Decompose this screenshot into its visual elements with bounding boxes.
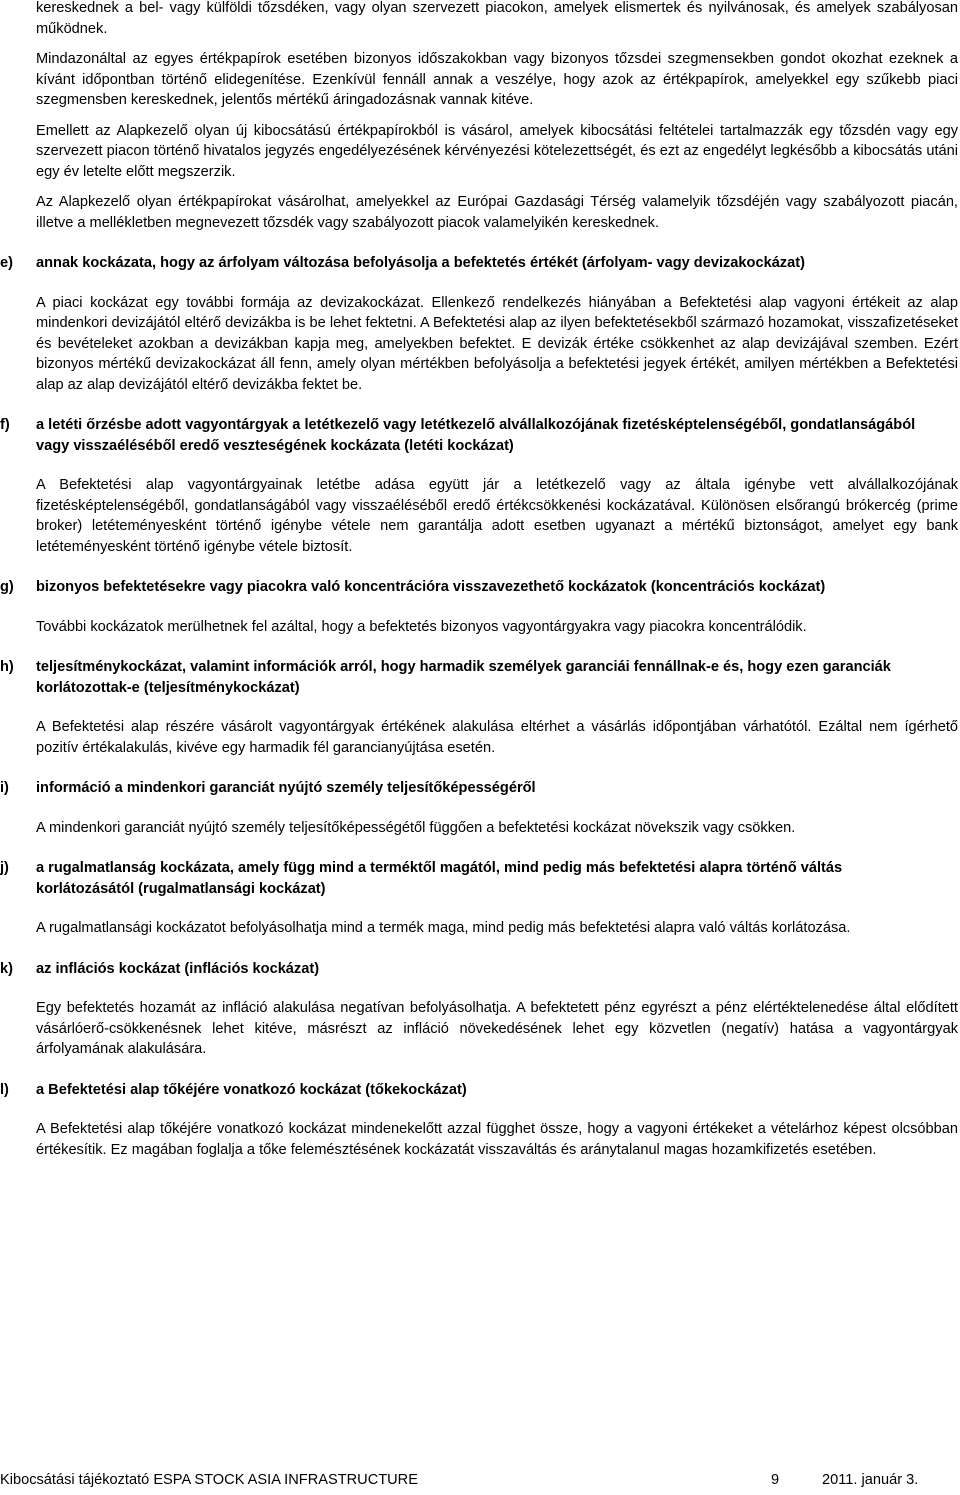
- section-e: [0, 253, 960, 395]
- section-title: a rugalmatlanság kockázata, amely függ mind a terméktől magától, mind pedig más befektetési alapra történő váltás korlátozásától (rugalmatlansági kockázat): [36, 860, 843, 897]
- section-title: annak kockázata, hogy az árfolyam változása befolyásolja a befektetés értékét (árfolyam- vagy devizakockázat): [36, 255, 805, 271]
- intro-paragraph-continued: kereskednek a bel- vagy külföldi tőzsdéken, vagy olyan szervezett piacokon, amelyek elismertek és nyilvánosak, és amelyek szabályosan működnek.: [36, 0, 958, 37]
- section-body: Egy befektetés hozamát az infláció alakulása negatívan befolyásolhatja. A befektetett pénz egyrészt a pénz elértéktelenedése által elődített vásárlóerő-csökkenésnek lehet kitéve, másrészt az infláció növekedésének lehet egy közvetlen (negatív) hatása a vagyontárgyak árfolyamának alakulására.: [36, 1000, 958, 1057]
- section-title: az inflációs kockázat (inflációs kockázat): [36, 960, 320, 977]
- section-letter: f): [0, 417, 10, 433]
- section-title: bizonyos befektetésekre vagy piacokra való koncentrációra visszavezethető kockázatok (koncentrációs kockázat): [36, 579, 826, 595]
- section-i: [0, 778, 960, 838]
- section-l: [0, 1080, 960, 1161]
- section-letter: e): [0, 255, 13, 271]
- footer-page-number: 9: [771, 1472, 780, 1488]
- section-body: A rugalmatlansági kockázatot befolyásolhatja mind a termék maga, mind pedig más befektetési alapra való váltás korlátozása.: [36, 920, 851, 936]
- footer-document-title: Kibocsátási tájékoztató ESPA STOCK ASIA INFRASTRUCTURE: [0, 1472, 418, 1488]
- section-f: [0, 415, 960, 557]
- intro-paragraph-2: Emellett az Alapkezelő olyan új kibocsátású értékpapírokból is vásárol, amelyek kibocsátási feltételei tartalmazzák egy tőzsdén vagy egy szervezett piacon történő hivatalos jegyzés engedélyezésének kérvényezési kötelezettségét, és ezt az engedélyt legkésőbb a kibocsátás utáni egy év letelte előtt megszerzik.: [36, 122, 958, 180]
- section-body: A Befektetési alap részére vásárolt vagyontárgyak értékének alakulása eltérhet a vásárlás időpontjában várhatótól. Ezáltal nem ígérhető pozitív értékalakulás, kivéve egy harmadik fél garancianyújtása esetén.: [36, 719, 958, 756]
- section-letter: g): [0, 579, 14, 595]
- section-body: A Befektetési alap vagyontárgyainak letétbe adása együtt jár a letétkezelő vagy az általa igénybe vett alvállalkozójának fizetésképtelenségéből, gondatlanságából vagy visszaéléséből eredő értékcsökkenési kockázatával. Különösen elsőrangú brókercég (prime broker) letéteményesként történő igénybe vétele nem garantálja adott esetben ugyanazt a mértékű biztonságot, amelyet egy bank letéteményesként történő igénybe vétele biztosít.: [36, 477, 958, 555]
- section-title: a Befektetési alap tőkéjére vonatkozó kockázat (tőkekockázat): [36, 1081, 467, 1098]
- intro-paragraph-1: Mindazonáltal az egyes értékpapírok esetében bizonyos időszakokban vagy bizonyos tőzsdei szegmensekben gondot okozhat ezeknek a kívánt időpontban történő elidegenítése. Ezenkívül fennáll annak a veszélye, hogy azok az értékpapírok, amelyekkel egy szűkebb piaci szegmensben kereskednek, jelentős mértékű áringadozásnak vannak kitéve.: [36, 51, 958, 108]
- section-letter: h): [0, 659, 14, 675]
- section-body: További kockázatok merülhetnek fel azáltal, hogy a befektetés bizonyos vagyontárgyakra vagy piacokra koncentrálódik.: [36, 618, 807, 635]
- section-letter: k): [0, 960, 13, 977]
- page-footer: [0, 1470, 960, 1490]
- section-letter: l): [0, 1081, 9, 1098]
- section-title: a letéti őrzésbe adott vagyontárgyak a letétkezelő vagy letétkezelő alvállalkozójának fizetésképtelenségéből, gondatlanságából vagy visszaéléséből eredő veszteségének kockázata (letéti kockázat): [36, 417, 916, 454]
- section-g: [0, 577, 960, 637]
- footer-date: 2011. január 3.: [822, 1472, 919, 1488]
- intro-paragraph-3: Az Alapkezelő olyan értékpapírokat vásárolhat, amelyekkel az Európai Gazdasági Térség valamelyik tőzsdéjén vagy szabályozott piacán, illetve a mellékletben megnevezett tőzsdék vagy szabályozott piacok valamelyikén kereskednek.: [36, 194, 958, 231]
- section-title: teljesítménykockázat, valamint információk arról, hogy harmadik személyek garanciái fennállnak-e és, hogy ezen garanciák korlátozottak-e (teljesítménykockázat): [36, 659, 891, 696]
- section-body: A Befektetési alap tőkéjére vonatkozó kockázat mindenekelőtt azzal függhet össze, hogy a vagyoni értékeket a vételárhoz képest olcsóbban értékesítik. Ez magában foglalja a tőke felemésztésének kockázatát visszaváltás és aránytalanul magas hozamkifizetés esetében.: [36, 1121, 958, 1158]
- section-body: A piaci kockázat egy további formája az devizakockázat. Ellenkező rendelkezés hiányában a Befektetési alap vagyoni értékeit az alap mindenkori devizájától eltérő devizákba is be lehet fektetni. A Befektetési alap az ilyen befektetésekből származó hozamokat, visszafizetéseket és bevételeket azokban a devizákban kapja meg, amelyekben befektet. E devizák értéke csökkenhet az alap devizájával szemben. Ezért bizonyos mértékű devizakockázat áll fenn, amely olyan mértékben befolyásolja a befektetési jegyek értékét, amilyen mértékben a Befektetési alap az alap devizájától eltérő devizákba fektet be.: [36, 294, 958, 393]
- section-letter: j): [0, 860, 9, 876]
- section-h: [0, 657, 960, 758]
- section-body: A mindenkori garanciát nyújtó személy teljesítőképességétől függően a befektetési kockázat növekszik vagy csökken.: [36, 819, 796, 836]
- section-j: [0, 858, 960, 939]
- section-k: [0, 959, 960, 1060]
- section-title: információ a mindenkori garanciát nyújtó személy teljesítőképességéről: [36, 780, 536, 796]
- section-letter: i): [0, 780, 9, 796]
